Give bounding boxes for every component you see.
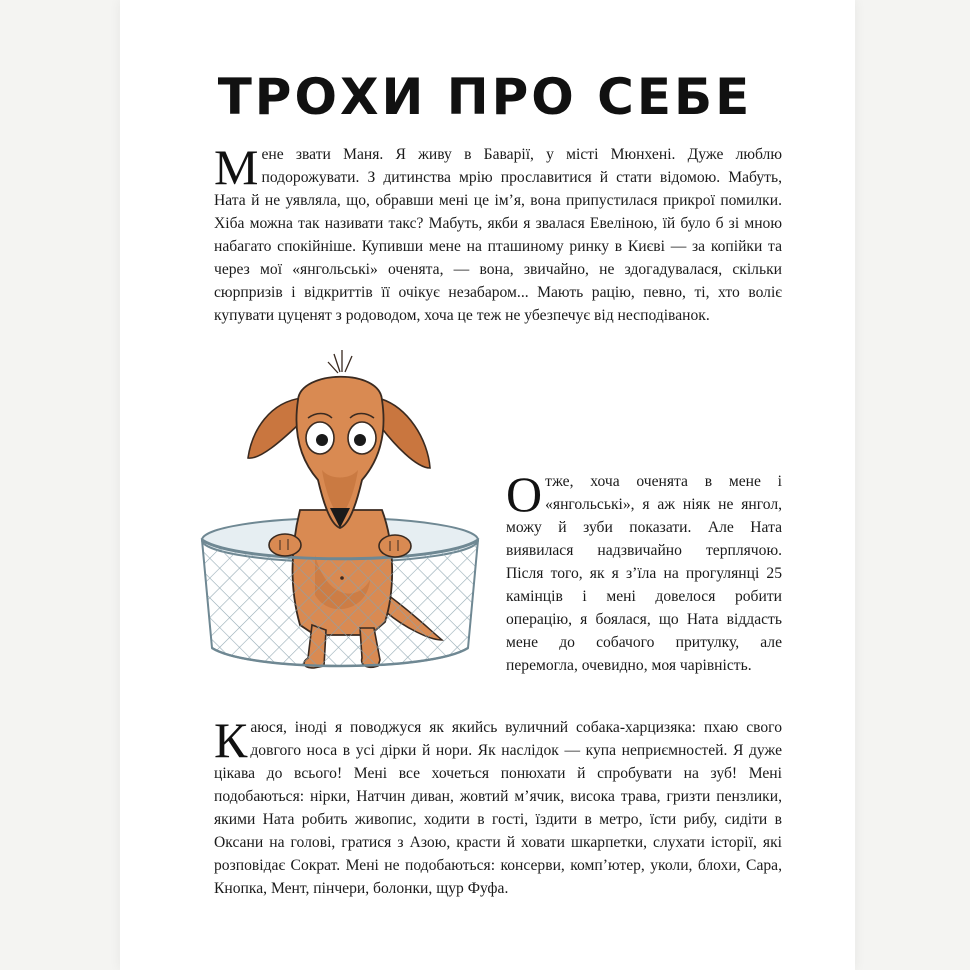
page-title: ТРОХИ ПРО СЕБЕ bbox=[217, 68, 753, 126]
dachshund-illustration bbox=[190, 340, 490, 685]
paragraph-text: ене звати Маня. Я живу в Баварії, у місті Мюнхені. Дуже люблю подорожувати. З дитинства мрію прославитися й стати відомою. Мабуть, Ната й не уявляла, що, обравши мені це ім’я, вона припустилася прикрої помилки. Хіба можна так називати такс? Мабуть, якби я звалася Евеліною, їй було б зі мною набагато спокійніше. Купивши мене на пташиному ринку в Києві — за копійки та через мої «янгольські» оченята, — вона, звичайно, не здогадувалася, скільки сюрпризів і відкриттів її очікує незабаром... Мають рацію, певно, ті, хто воліє купувати цуценят з родоводом, хоча це теж не убезпечує від несподіванок. bbox=[214, 146, 782, 324]
dog-paw bbox=[269, 534, 301, 556]
drop-cap: М bbox=[214, 139, 259, 195]
paragraph-text: тже, хоча оченята в мене і «янгольські», я аж ніяк не янгол, можу й зуби показати. Але Ната виявилася надзвичайно терплячою. Після того, як я з’їла на прогулянці 25 камінців і мені довелося робити операцію, я боялася, що Ната віддасть мене до собачого притулку, але перемогла, очевидно, моя чарівність. bbox=[506, 473, 782, 674]
dog-paw bbox=[379, 535, 411, 557]
paragraph-intro bbox=[214, 139, 782, 327]
paragraph-text: аюся, іноді я поводжуся як якийсь вуличний собака-харцизяка: пхаю свого довгого носа в усі дірки й нори. Як наслідок — купа неприємностей. Я дуже цікава до всього! Мені все хочеться понюхати й спробувати на зуб! Мені подобаються: нірки, Натчин диван, жовтий м’ячик, висока трава, гризти пензлики, якими Ната робить живопис, ходити в гості, їздити в метро, їсти рибу, сидіти в Оксани на голові, гратися з Азою, красти й ховати шкарпетки, слухати історії, які розповідає Сократ. Мені не подобаються: консерви, комп’ютер, уколи, блохи, Сара, Кнопка, Мент, пінчери, болонки, щур Фуфа. bbox=[214, 719, 782, 897]
drop-cap: К bbox=[214, 712, 248, 768]
dog-ear-left bbox=[248, 398, 302, 458]
dog-head bbox=[248, 350, 430, 528]
paragraph-angel bbox=[506, 466, 782, 677]
paragraph-likes bbox=[214, 712, 782, 900]
drop-cap: О bbox=[506, 466, 543, 522]
dog-ear-right bbox=[378, 398, 430, 468]
